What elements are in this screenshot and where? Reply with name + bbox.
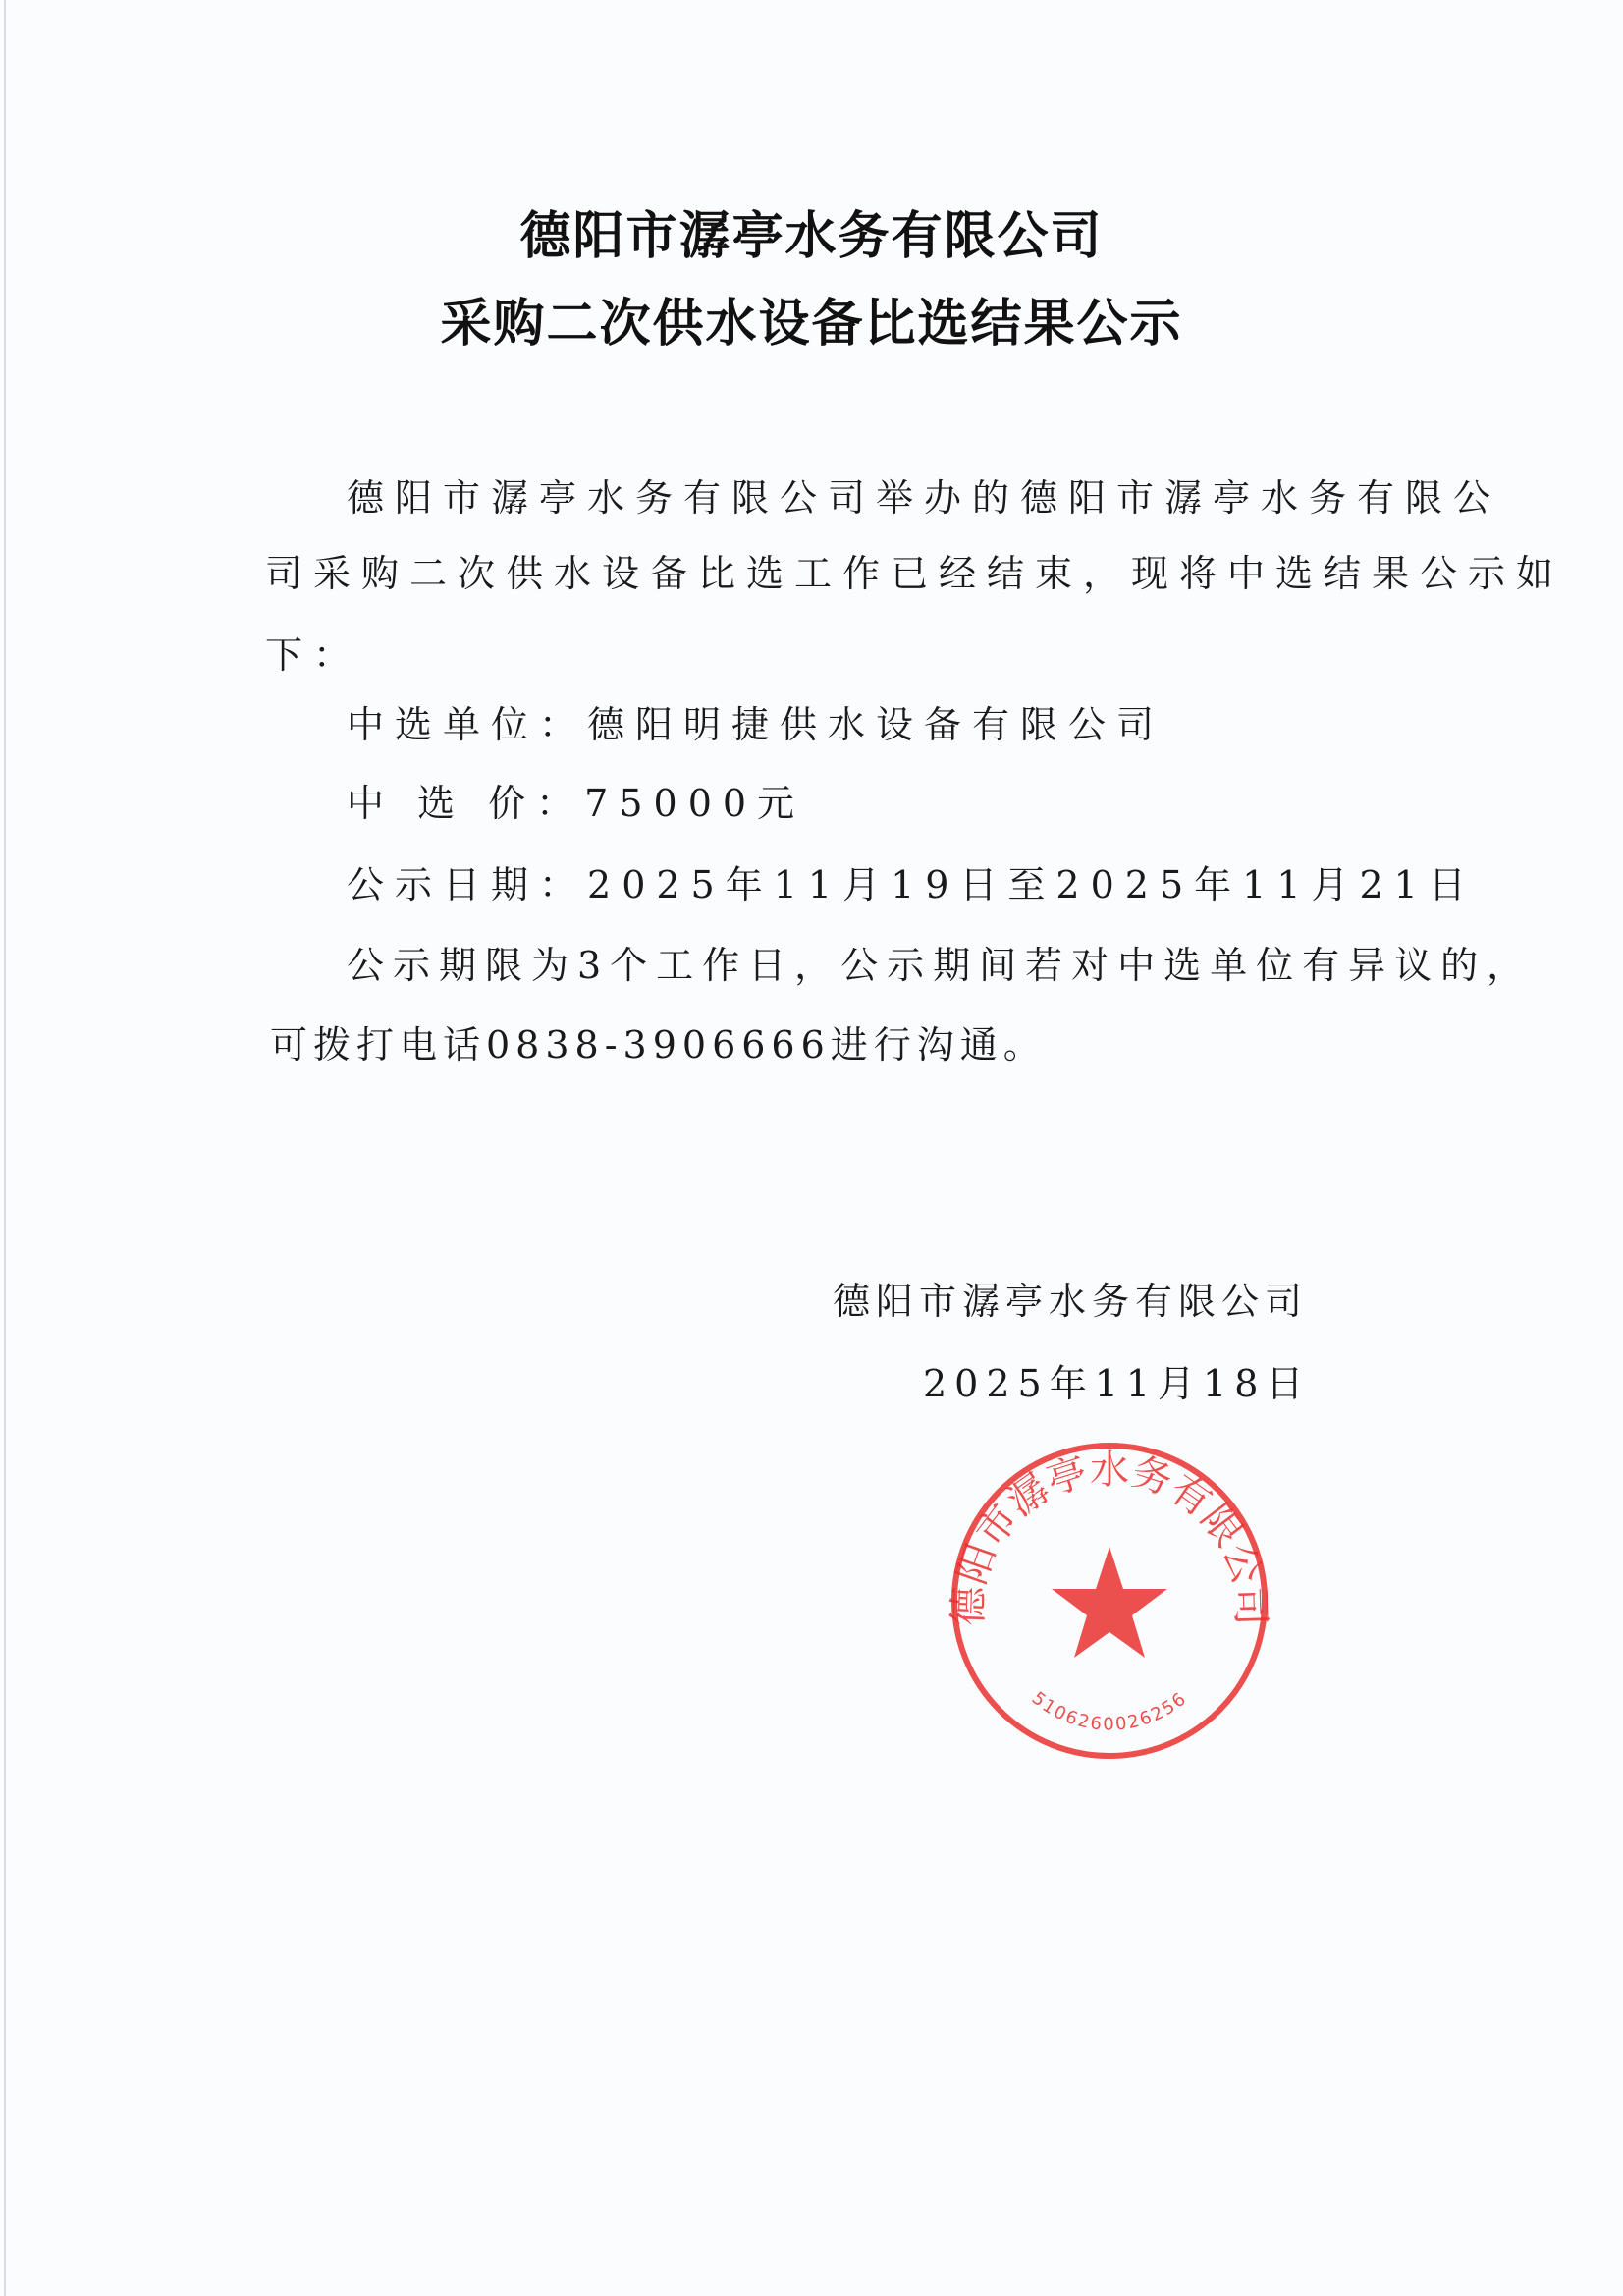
paragraph-line: 公示期限为3个工作日，公示期间若对中选单位有异议的，: [347, 944, 1534, 987]
paragraph-line: 德阳市潺亭水务有限公司举办的德阳市潺亭水务有限公: [347, 476, 1502, 519]
price-row: [347, 779, 805, 828]
seal-text: 德阳市潺亭水务有限公司: [946, 1448, 1273, 1627]
signature-date: 2025年11月18日: [923, 1362, 1312, 1405]
price-value: 75000元: [584, 782, 806, 825]
document-title-line2: 采购二次供水设备比选结果公示: [440, 295, 1183, 354]
paragraph-line: 司采购二次供水设备比选工作已经结束，现将中选结果公示如: [265, 552, 1565, 595]
period-label: 公示日期：: [347, 863, 588, 906]
svg-text:5106260026256: [1028, 1688, 1191, 1735]
winner-label: 中选单位：: [347, 703, 588, 746]
paragraph-line: 可拨打电话0838-3906666进行沟通。: [270, 1023, 1047, 1066]
paragraph-line: 下：: [265, 633, 362, 677]
period-value: 2025年11月19日至2025年11月21日: [587, 863, 1477, 906]
period-row: [347, 860, 1477, 909]
winner-row: [347, 700, 1164, 749]
signature-company: 德阳市潺亭水务有限公司: [833, 1280, 1309, 1323]
seal-code: 5106260026256: [1027, 1687, 1192, 1735]
document-title-line1: 德阳市潺亭水务有限公司: [519, 207, 1104, 266]
winner-value: 德阳明捷供水设备有限公司: [587, 703, 1165, 746]
company-seal: [943, 1434, 1276, 1768]
star-icon: [1052, 1547, 1167, 1658]
price-label: 中 选 价：: [347, 782, 585, 825]
